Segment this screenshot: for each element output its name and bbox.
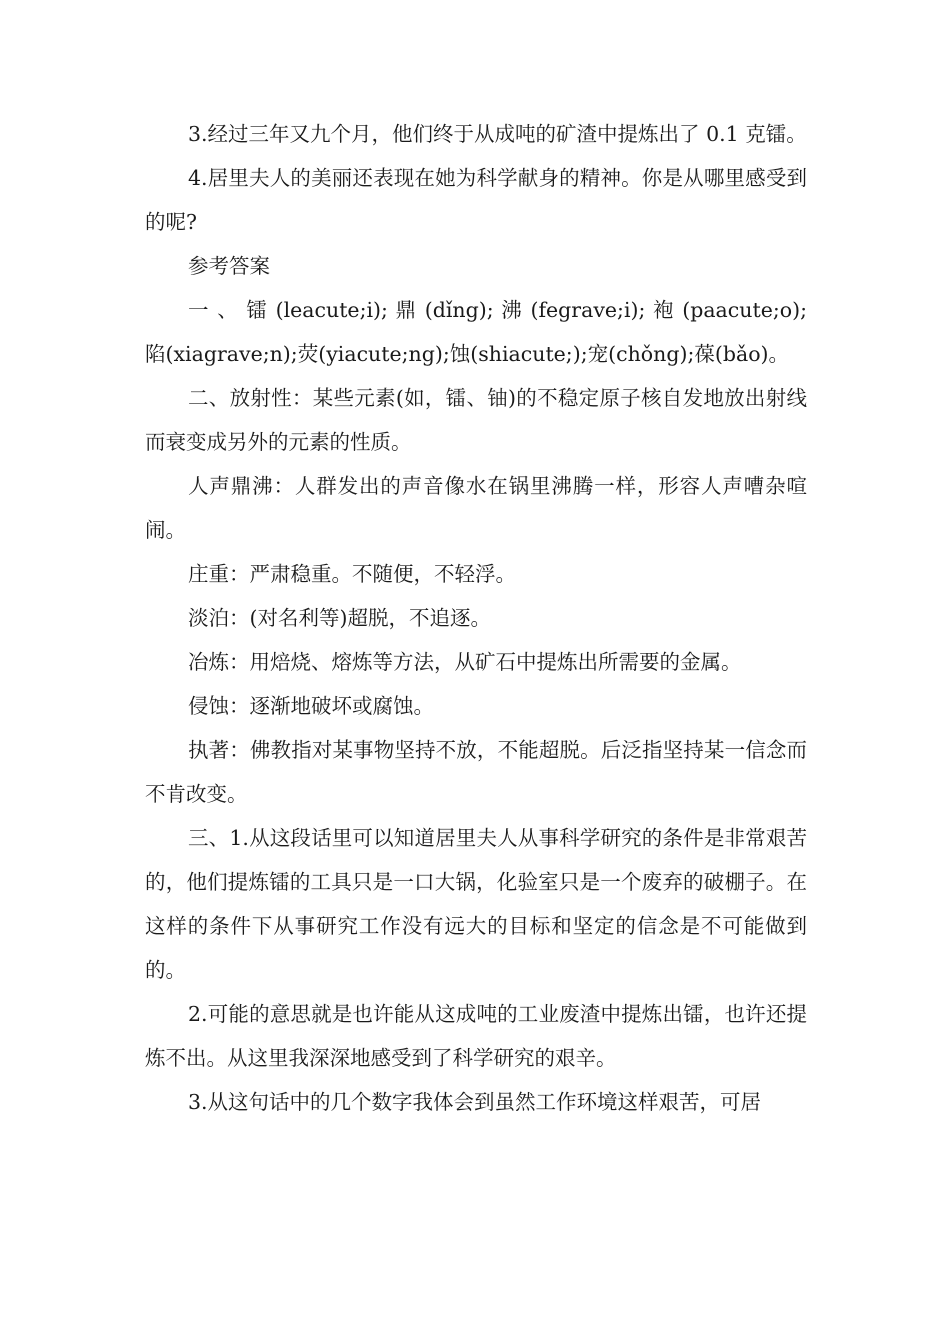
answer-definition-yelian: 冶炼：用焙烧、熔炼等方法，从矿石中提炼出所需要的金属。: [188, 650, 742, 674]
answer-definition-zhizhuo: 执著：佛教指对某事物坚持不放，不能超脱。后泛指坚持某一信念而不肯改变。: [145, 738, 807, 806]
answer-definition-qinshi: 侵蚀：逐渐地破坏或腐蚀。: [188, 694, 434, 718]
answer-definition-rensheng-dingfei: 人声鼎沸：人群发出的声音像水在锅里沸腾一样，形容人声嘈杂喧闹。: [145, 474, 807, 542]
answer-definition-radioactivity: 二、放射性：某些元素(如，镭、铀)的不稳定原子核自发地放出射线而衰变成另外的元素的性质。: [145, 386, 807, 454]
answer-definition-zhuangzhong: 庄重：严肃稳重。不随便，不轻浮。: [188, 562, 516, 586]
answer-section-1: 一 、 镭 (leacute;i); 鼎 (dǐng); 沸 (fegrave;i); 袍 (paacute;o); 陷(xiagrave;n);荧(yiacute;ng);蚀(shiacute;);宠(chǒng);葆(bǎo)。: [145, 298, 807, 366]
document-page: [145, 112, 807, 1124]
answer-section-3-item-2: 2.可能的意思就是也许能从这成吨的工业废渣中提炼出镭，也许还提炼不出。从这里我深深地感受到了科学研究的艰辛。: [145, 1002, 807, 1070]
question-4: 4.居里夫人的美丽还表现在她为科学献身的精神。你是从哪里感受到的呢?: [145, 166, 807, 234]
answer-definition-danbo: 淡泊：(对名利等)超脱，不追逐。: [188, 606, 491, 630]
answer-section-3-item-1: 三、1.从这段话里可以知道居里夫人从事科学研究的条件是非常艰苦的，他们提炼镭的工具只是一口大锅，化验室只是一个废弃的破棚子。在这样的条件下从事研究工作没有远大的目标和坚定的信念是不可能做到的。: [145, 826, 807, 982]
answer-section-3-item-3: 3.从这句话中的几个数字我体会到虽然工作环境这样艰苦，可居: [188, 1090, 762, 1114]
question-3: 3.经过三年又九个月，他们终于从成吨的矿渣中提炼出了 0.1 克镭。: [188, 122, 807, 146]
answer-heading: 参考答案: [188, 254, 270, 278]
